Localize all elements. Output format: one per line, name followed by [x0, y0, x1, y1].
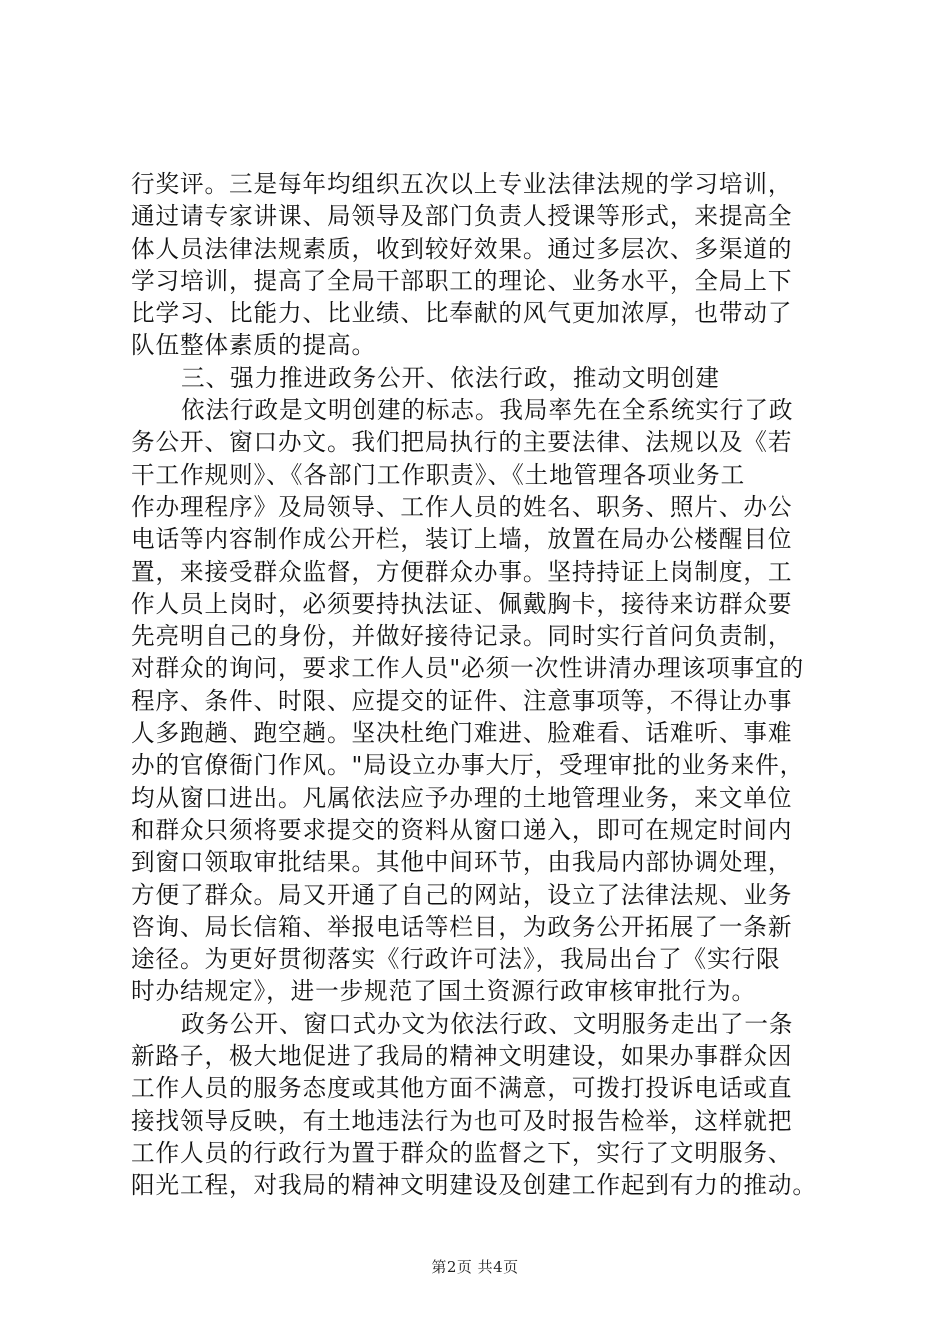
text-line: 新路子，极大地促进了我局的精神文明建设，如果办事群众因: [131, 1042, 793, 1071]
text-line: 咨询、局长信箱、举报电话等栏目，为政务公开拓展了一条新: [131, 912, 793, 941]
text-line: 三、强力推进政务公开、依法行政，推动文明创建: [181, 363, 720, 392]
text-line: 途径。为更好贯彻落实《行政许可法》，我局出台了《实行限: [131, 945, 781, 974]
text-line: 工作人员的服务态度或其他方面不满意，可拨打投诉电话或直: [131, 1074, 793, 1103]
text-line: 方便了群众。局又开通了自己的网站，设立了法律法规、业务: [131, 880, 793, 909]
text-line: 依法行政是文明创建的标志。我局率先在全系统实行了政: [181, 396, 794, 425]
text-line: 置，来接受群众监督，方便群众办事。坚持持证上岗制度，工: [131, 557, 793, 586]
text-line: 作办理程序》及局领导、工作人员的姓名、职务、照片、办公: [131, 492, 793, 521]
text-line: 阳光工程，对我局的精神文明建设及创建工作起到有力的推动。: [131, 1171, 817, 1200]
text-line: 程序、条件、时限、应提交的证件、注意事项等，不得让办事: [131, 686, 793, 715]
text-line: 时办结规定》，进一步规范了国土资源行政审核审批行为。: [131, 977, 757, 1006]
text-line: 通过请专家讲课、局领导及部门负责人授课等形式，来提高全: [131, 202, 793, 231]
text-line: 体人员法律法规素质，收到较好效果。通过多层次、多渠道的: [131, 234, 793, 263]
text-line: 先亮明自己的身份，并做好接待记录。同时实行首问负责制，: [131, 622, 793, 651]
text-line: 接找领导反映，有土地违法行为也可及时报告检举，这样就把: [131, 1106, 793, 1135]
document-body: [131, 168, 851, 1202]
text-line: 工作人员的行政行为置于群众的监督之下，实行了文明服务、: [131, 1138, 793, 1167]
text-line: 均从窗口进出。凡属依法应予办理的土地管理业务，来文单位: [131, 783, 793, 812]
text-line: 务公开、窗口办文。我们把局执行的主要法律、法规以及《若: [131, 428, 793, 457]
text-line: 比学习、比能力、比业绩、比奉献的风气更加浓厚，也带动了: [131, 299, 793, 328]
text-line: 学习培训，提高了全局干部职工的理论、业务水平，全局上下: [131, 266, 793, 295]
text-line: 作人员上岗时，必须要持执法证、佩戴胸卡，接待来访群众要: [131, 589, 793, 618]
text-line: 到窗口领取审批结果。其他中间环节，由我局内部协调处理，: [131, 848, 793, 877]
text-line: 政务公开、窗口式办文为依法行政、文明服务走出了一条: [181, 1009, 794, 1038]
text-line: 电话等内容制作成公开栏，装订上墙，放置在局办公楼醒目位: [131, 525, 793, 554]
text-line: 对群众的询问，要求工作人员"必须一次性讲清办理该项事宜的: [131, 654, 805, 683]
page-footer: 第2页 共4页: [431, 1258, 519, 1276]
text-line: 队伍整体素质的提高。: [131, 331, 376, 360]
text-line: 行奖评。三是每年均组织五次以上专业法律法规的学习培训，: [131, 170, 793, 198]
text-line: 办的官僚衙门作风。"局设立办事大厅，受理审批的业务来件，: [131, 751, 805, 780]
text-line: 和群众只须将要求提交的资料从窗口递入，即可在规定时间内: [131, 815, 793, 844]
text-line: 干工作规则》、《各部门工作职责》、《土地管理各项业务工: [131, 460, 746, 489]
text-line: 人多跑趟、跑空趟。坚决杜绝门难进、脸难看、话难听、事难: [131, 719, 793, 748]
